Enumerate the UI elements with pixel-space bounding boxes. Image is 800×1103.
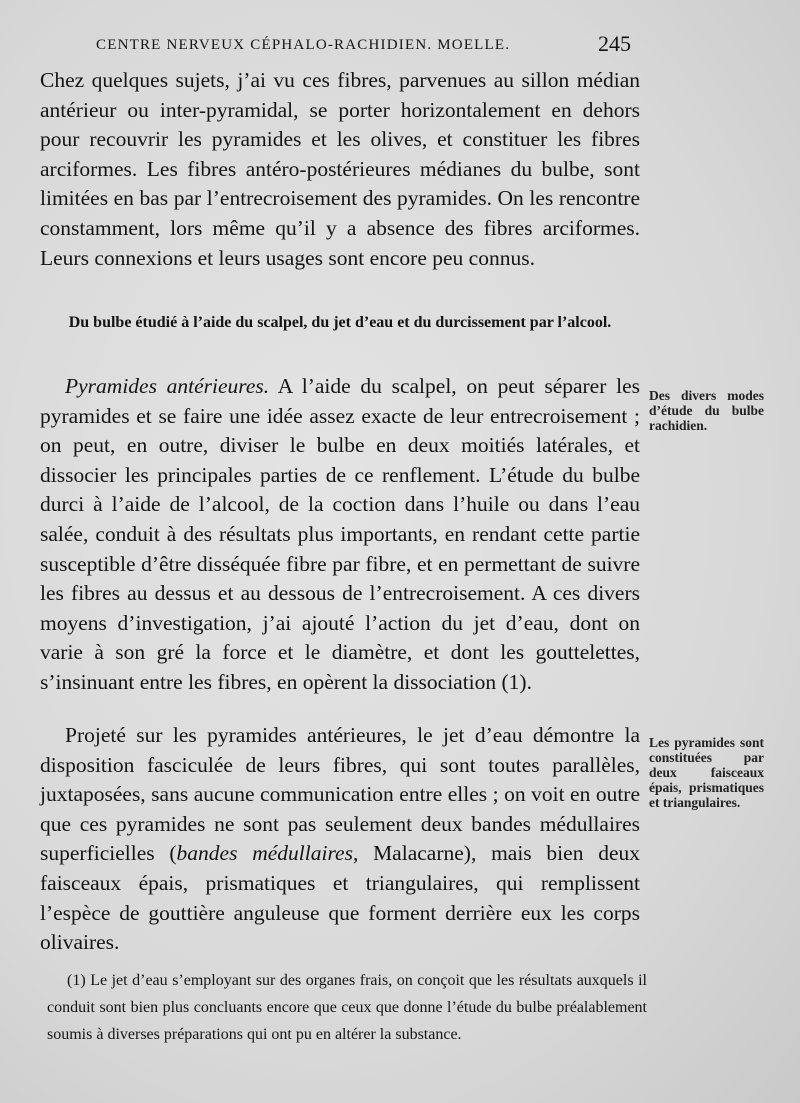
paragraph-2-block: [40, 372, 640, 698]
paragraph-1: Chez quelques sujets, j’ai vu ces fibres, parvenues au sillon médian antérieur ou inter-pyramidal, se porter horizontalement en dehors pour recouvrir les pyramides et les olives, et constituer les fibres arciformes. Les fibres antéro-postérieures médianes du bulbe, sont limitées en bas par l’entrecroisement des pyramides. On les rencontre constamment, lors même qu’il y a absence des fibres arciformes. Leurs connexions et leurs usages sont encore peu connus.: [40, 68, 640, 270]
page-header: [0, 31, 648, 58]
paragraph-3-before: Projeté sur les pyramides antérieures, le jet d’eau démontre la disposition fasciculée de leurs fibres, qui sont toutes parallèles, juxtaposées, sans aucune communication entre elles ; on voit en outre que ces pyramides ne sont pas seulement deux bandes médullaires superficielles (: [40, 723, 640, 866]
page-number: 245: [598, 31, 631, 56]
paragraph-2-lead: Pyramides antérieures.: [65, 374, 270, 398]
paragraph-2-body: A l’aide du scalpel, on peut séparer les pyramides et se faire une idée assez exacte de leur entrecroisement ; on peut, en outre, diviser le bulbe en deux moitiés latérales, et dissocier les principales parties de ce renflement. L’étude du bulbe durci à l’aide de l’alcool, de la coction dans l’huile ou dans l’eau salée, conduit à des résultats plus importants, en rendant cette partie susceptible d’être disséquée fibre par fibre, et en permettant de suivre les fibres au dessus et au dessous de l’entrecroisement. A ces divers moyens d’investigation, j’ai ajouté l’action du jet d’eau, dont on varie à son gré la force et le diamètre, et dont les gouttelettes, s’insinuant entre les fibres, en opèrent la dissociation (1).: [40, 374, 640, 694]
paragraph-3: [40, 721, 640, 958]
paragraph-3-italic: bandes médullaires: [176, 841, 353, 866]
paragraph-3-block: [40, 721, 640, 958]
paragraph-1-block: [40, 66, 640, 273]
footnote: (1) Le jet d’eau s’employant sur des organes frais, on conçoit que les résultats auxquels il conduit sont bien plus concluants encore que ceux que donne l’étude du bulbe préalablement soumis à diverses préparations qui ont pu en altérer la substance.: [47, 972, 647, 1043]
section-caption: Du bulbe étudié à l’aide du scalpel, du jet d’eau et du durcissement par l’alcool.: [68, 314, 612, 331]
running-head: CENTRE NERVEUX CÉPHALO-RACHIDIEN. MOELLE.: [96, 37, 511, 53]
paragraph-3-after: , Malacarne), mais bien deux faisceaux épais, prismatiques et triangulaires, qui remplissent l’espèce de gouttière anguleuse que forment derrière eux les corps olivaires.: [40, 841, 640, 955]
margin-note-2: Les pyramides sont constituées par deux faisceaux épais, prismatiques et triangulaires.: [649, 735, 764, 810]
margin-note-1: Des divers modes d’étude du bulbe rachidien.: [649, 388, 764, 433]
paragraph-2: [40, 372, 640, 698]
